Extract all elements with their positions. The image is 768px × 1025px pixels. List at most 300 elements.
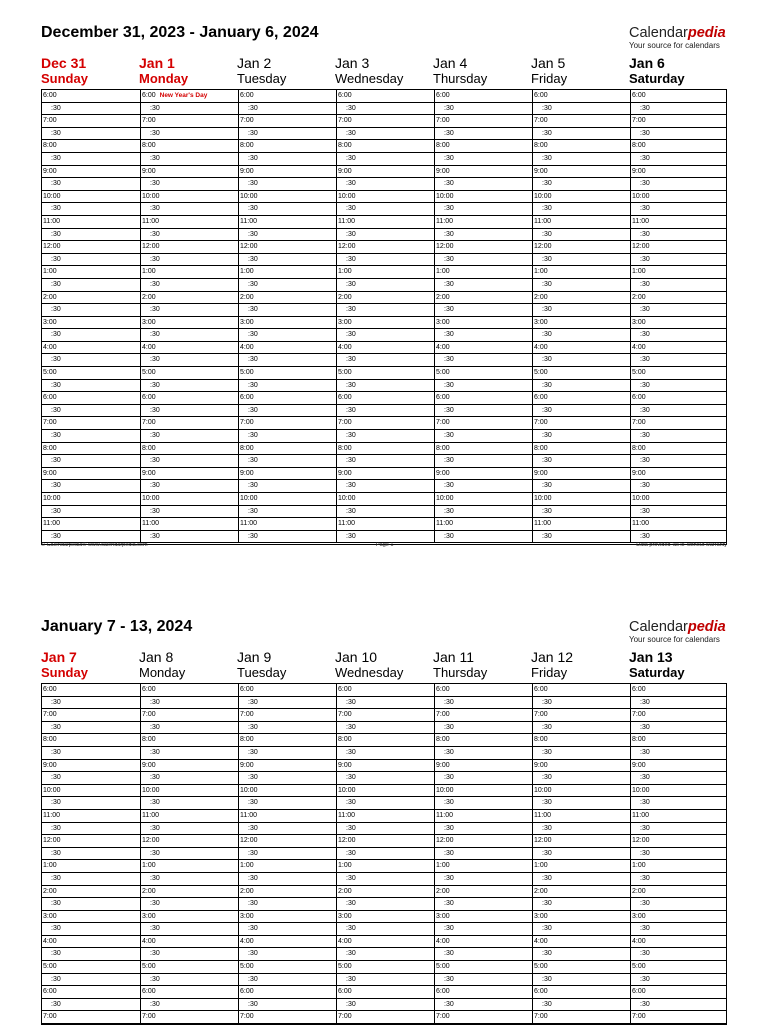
time-slot[interactable] — [631, 115, 727, 128]
time-slot[interactable] — [435, 823, 532, 836]
time-slot[interactable] — [631, 1011, 727, 1024]
time-slot[interactable] — [337, 367, 434, 380]
time-slot[interactable] — [631, 317, 727, 330]
time-slot[interactable] — [337, 835, 434, 848]
time-slot[interactable] — [141, 405, 238, 418]
time-slot[interactable] — [141, 722, 238, 735]
time-slot[interactable] — [631, 266, 727, 279]
time-slot[interactable] — [141, 936, 238, 949]
time-slot[interactable] — [631, 229, 727, 242]
time-slot[interactable] — [337, 266, 434, 279]
time-slot[interactable] — [533, 115, 630, 128]
time-slot[interactable] — [533, 380, 630, 393]
time-slot[interactable] — [42, 317, 140, 330]
time-slot[interactable] — [435, 747, 532, 760]
time-slot[interactable] — [533, 229, 630, 242]
time-slot[interactable] — [42, 90, 140, 103]
time-slot[interactable] — [239, 760, 336, 773]
time-slot[interactable] — [631, 279, 727, 292]
time-slot[interactable] — [42, 734, 140, 747]
time-slot[interactable] — [239, 241, 336, 254]
time-slot[interactable] — [435, 140, 532, 153]
time-slot[interactable] — [141, 506, 238, 519]
time-slot[interactable] — [533, 279, 630, 292]
time-slot[interactable] — [239, 405, 336, 418]
time-slot[interactable] — [141, 216, 238, 229]
time-slot[interactable] — [533, 455, 630, 468]
time-slot[interactable] — [631, 140, 727, 153]
time-slot[interactable] — [239, 873, 336, 886]
time-slot[interactable] — [435, 279, 532, 292]
time-slot[interactable] — [631, 974, 727, 987]
time-slot[interactable] — [42, 329, 140, 342]
time-slot[interactable] — [337, 506, 434, 519]
time-slot[interactable] — [42, 115, 140, 128]
time-slot[interactable] — [42, 923, 140, 936]
time-slot[interactable] — [141, 785, 238, 798]
time-slot[interactable] — [42, 443, 140, 456]
time-slot[interactable] — [337, 191, 434, 204]
time-slot[interactable] — [141, 797, 238, 810]
time-slot[interactable] — [435, 455, 532, 468]
time-slot[interactable] — [435, 886, 532, 899]
time-slot[interactable] — [435, 103, 532, 116]
time-slot[interactable] — [239, 153, 336, 166]
time-slot[interactable] — [141, 140, 238, 153]
time-slot[interactable] — [42, 191, 140, 204]
time-slot[interactable] — [42, 999, 140, 1012]
time-slot[interactable] — [435, 229, 532, 242]
time-slot[interactable] — [533, 747, 630, 760]
time-slot[interactable] — [42, 342, 140, 355]
time-slot[interactable] — [533, 898, 630, 911]
time-slot[interactable] — [631, 480, 727, 493]
time-slot[interactable] — [239, 518, 336, 531]
time-slot[interactable] — [141, 1011, 238, 1024]
time-slot[interactable] — [239, 417, 336, 430]
time-slot[interactable] — [337, 684, 434, 697]
time-slot[interactable] — [42, 417, 140, 430]
time-slot[interactable] — [631, 797, 727, 810]
time-slot[interactable] — [337, 709, 434, 722]
time-slot[interactable] — [631, 860, 727, 873]
time-slot[interactable] — [141, 292, 238, 305]
time-slot[interactable] — [631, 254, 727, 267]
time-slot[interactable] — [141, 392, 238, 405]
time-slot[interactable] — [337, 241, 434, 254]
time-slot[interactable] — [337, 936, 434, 949]
time-slot[interactable] — [42, 911, 140, 924]
time-slot[interactable] — [435, 873, 532, 886]
time-slot[interactable] — [42, 405, 140, 418]
time-slot[interactable] — [631, 886, 727, 899]
time-slot[interactable] — [631, 405, 727, 418]
time-slot[interactable] — [239, 709, 336, 722]
time-slot[interactable] — [631, 443, 727, 456]
time-slot[interactable] — [42, 886, 140, 899]
time-slot[interactable] — [631, 810, 727, 823]
time-slot[interactable] — [337, 480, 434, 493]
time-slot[interactable] — [337, 734, 434, 747]
time-slot[interactable] — [533, 329, 630, 342]
time-slot[interactable] — [533, 430, 630, 443]
time-slot[interactable] — [239, 342, 336, 355]
time-slot[interactable] — [631, 380, 727, 393]
time-slot[interactable] — [435, 342, 532, 355]
time-slot[interactable] — [239, 203, 336, 216]
time-slot[interactable] — [141, 974, 238, 987]
time-slot[interactable] — [337, 380, 434, 393]
time-slot[interactable] — [239, 835, 336, 848]
time-slot[interactable] — [435, 785, 532, 798]
time-slot[interactable] — [239, 684, 336, 697]
time-slot[interactable] — [533, 974, 630, 987]
time-slot[interactable] — [435, 697, 532, 710]
time-slot[interactable] — [141, 835, 238, 848]
time-slot[interactable] — [631, 455, 727, 468]
time-slot[interactable] — [42, 430, 140, 443]
time-slot[interactable] — [42, 823, 140, 836]
time-slot[interactable] — [631, 468, 727, 481]
time-slot[interactable] — [631, 734, 727, 747]
time-slot[interactable] — [42, 455, 140, 468]
time-slot[interactable] — [337, 279, 434, 292]
time-slot[interactable] — [141, 128, 238, 141]
time-slot[interactable] — [337, 974, 434, 987]
time-slot[interactable] — [533, 1011, 630, 1024]
time-slot[interactable] — [435, 999, 532, 1012]
time-slot[interactable] — [141, 697, 238, 710]
time-slot[interactable] — [141, 266, 238, 279]
time-slot[interactable] — [42, 367, 140, 380]
time-slot[interactable] — [631, 216, 727, 229]
time-slot[interactable] — [435, 911, 532, 924]
time-slot[interactable] — [533, 911, 630, 924]
time-slot[interactable] — [631, 785, 727, 798]
time-slot[interactable] — [141, 430, 238, 443]
time-slot[interactable] — [631, 354, 727, 367]
time-slot[interactable] — [435, 317, 532, 330]
time-slot[interactable] — [141, 455, 238, 468]
time-slot[interactable] — [435, 254, 532, 267]
time-slot[interactable] — [141, 203, 238, 216]
time-slot[interactable] — [337, 468, 434, 481]
time-slot[interactable] — [141, 153, 238, 166]
time-slot[interactable] — [533, 734, 630, 747]
time-slot[interactable] — [337, 229, 434, 242]
time-slot[interactable] — [337, 115, 434, 128]
time-slot[interactable] — [239, 810, 336, 823]
time-slot[interactable] — [533, 785, 630, 798]
time-slot[interactable] — [239, 948, 336, 961]
time-slot[interactable] — [631, 772, 727, 785]
time-slot[interactable] — [141, 860, 238, 873]
time-slot[interactable] — [141, 518, 238, 531]
time-slot[interactable] — [337, 455, 434, 468]
time-slot[interactable] — [42, 986, 140, 999]
time-slot[interactable] — [337, 873, 434, 886]
time-slot[interactable] — [533, 848, 630, 861]
time-slot[interactable] — [435, 367, 532, 380]
time-slot[interactable] — [435, 90, 532, 103]
time-slot[interactable] — [337, 443, 434, 456]
time-slot[interactable] — [42, 292, 140, 305]
time-slot[interactable] — [631, 342, 727, 355]
time-slot[interactable] — [42, 936, 140, 949]
time-slot[interactable] — [42, 241, 140, 254]
time-slot[interactable] — [239, 999, 336, 1012]
time-slot[interactable] — [435, 734, 532, 747]
time-slot[interactable] — [42, 961, 140, 974]
time-slot[interactable] — [42, 898, 140, 911]
time-slot[interactable] — [239, 468, 336, 481]
time-slot[interactable] — [337, 203, 434, 216]
time-slot[interactable] — [435, 304, 532, 317]
time-slot[interactable] — [337, 405, 434, 418]
time-slot[interactable] — [239, 140, 336, 153]
time-slot[interactable] — [337, 697, 434, 710]
time-slot[interactable] — [337, 304, 434, 317]
time-slot[interactable] — [141, 229, 238, 242]
time-slot[interactable] — [239, 848, 336, 861]
time-slot[interactable] — [435, 835, 532, 848]
time-slot[interactable] — [435, 974, 532, 987]
time-slot[interactable] — [435, 480, 532, 493]
time-slot[interactable] — [631, 848, 727, 861]
time-slot[interactable] — [239, 886, 336, 899]
time-slot[interactable] — [435, 191, 532, 204]
time-slot[interactable] — [533, 518, 630, 531]
time-slot[interactable] — [337, 90, 434, 103]
time-slot[interactable] — [631, 392, 727, 405]
time-slot[interactable] — [533, 367, 630, 380]
time-slot[interactable] — [435, 266, 532, 279]
time-slot[interactable] — [239, 367, 336, 380]
time-slot[interactable] — [239, 480, 336, 493]
time-slot[interactable] — [435, 405, 532, 418]
time-slot[interactable] — [141, 684, 238, 697]
time-slot[interactable] — [533, 241, 630, 254]
time-slot[interactable] — [533, 317, 630, 330]
time-slot[interactable] — [435, 722, 532, 735]
time-slot[interactable] — [435, 203, 532, 216]
time-slot[interactable] — [337, 317, 434, 330]
time-slot[interactable] — [42, 760, 140, 773]
time-slot[interactable] — [141, 115, 238, 128]
time-slot[interactable] — [141, 823, 238, 836]
time-slot[interactable] — [631, 709, 727, 722]
time-slot[interactable] — [42, 380, 140, 393]
time-slot[interactable] — [337, 747, 434, 760]
time-slot[interactable] — [435, 709, 532, 722]
time-slot[interactable] — [435, 760, 532, 773]
time-slot[interactable] — [239, 493, 336, 506]
time-slot[interactable] — [533, 90, 630, 103]
time-slot[interactable] — [141, 999, 238, 1012]
time-slot[interactable] — [435, 115, 532, 128]
time-slot[interactable] — [533, 140, 630, 153]
time-slot[interactable] — [42, 128, 140, 141]
time-slot[interactable] — [239, 936, 336, 949]
time-slot[interactable] — [141, 329, 238, 342]
time-slot[interactable] — [631, 911, 727, 924]
time-slot[interactable] — [42, 153, 140, 166]
time-slot[interactable] — [42, 216, 140, 229]
time-slot[interactable] — [631, 898, 727, 911]
time-slot[interactable] — [337, 923, 434, 936]
time-slot[interactable] — [337, 999, 434, 1012]
time-slot[interactable] — [533, 266, 630, 279]
time-slot[interactable] — [337, 342, 434, 355]
time-slot[interactable] — [42, 835, 140, 848]
time-slot[interactable] — [533, 103, 630, 116]
time-slot[interactable] — [631, 835, 727, 848]
time-slot[interactable] — [337, 292, 434, 305]
time-slot[interactable] — [631, 417, 727, 430]
time-slot[interactable] — [631, 923, 727, 936]
time-slot[interactable] — [337, 178, 434, 191]
time-slot[interactable] — [631, 128, 727, 141]
time-slot[interactable] — [631, 999, 727, 1012]
time-slot[interactable] — [533, 835, 630, 848]
time-slot[interactable] — [141, 898, 238, 911]
time-slot[interactable] — [435, 468, 532, 481]
time-slot[interactable] — [42, 1011, 140, 1024]
time-slot[interactable] — [533, 684, 630, 697]
time-slot[interactable] — [337, 392, 434, 405]
time-slot[interactable] — [141, 241, 238, 254]
time-slot[interactable] — [42, 974, 140, 987]
time-slot[interactable] — [337, 823, 434, 836]
time-slot[interactable] — [141, 90, 238, 103]
time-slot[interactable] — [42, 506, 140, 519]
time-slot[interactable] — [42, 722, 140, 735]
time-slot[interactable] — [533, 254, 630, 267]
time-slot[interactable] — [42, 203, 140, 216]
time-slot[interactable] — [42, 697, 140, 710]
time-slot[interactable] — [239, 734, 336, 747]
time-slot[interactable] — [631, 936, 727, 949]
time-slot[interactable] — [239, 747, 336, 760]
time-slot[interactable] — [239, 216, 336, 229]
time-slot[interactable] — [533, 948, 630, 961]
time-slot[interactable] — [141, 178, 238, 191]
time-slot[interactable] — [42, 140, 140, 153]
time-slot[interactable] — [337, 886, 434, 899]
time-slot[interactable] — [631, 430, 727, 443]
time-slot[interactable] — [239, 166, 336, 179]
time-slot[interactable] — [141, 911, 238, 924]
time-slot[interactable] — [337, 153, 434, 166]
time-slot[interactable] — [533, 810, 630, 823]
time-slot[interactable] — [42, 493, 140, 506]
time-slot[interactable] — [239, 785, 336, 798]
time-slot[interactable] — [435, 936, 532, 949]
time-slot[interactable] — [631, 722, 727, 735]
time-slot[interactable] — [533, 191, 630, 204]
time-slot[interactable] — [533, 506, 630, 519]
time-slot[interactable] — [435, 443, 532, 456]
time-slot[interactable] — [239, 961, 336, 974]
time-slot[interactable] — [337, 898, 434, 911]
time-slot[interactable] — [435, 417, 532, 430]
time-slot[interactable] — [435, 241, 532, 254]
time-slot[interactable] — [42, 684, 140, 697]
time-slot[interactable] — [631, 747, 727, 760]
time-slot[interactable] — [141, 709, 238, 722]
time-slot[interactable] — [141, 948, 238, 961]
time-slot[interactable] — [239, 266, 336, 279]
time-slot[interactable] — [533, 304, 630, 317]
time-slot[interactable] — [435, 166, 532, 179]
time-slot[interactable] — [337, 986, 434, 999]
time-slot[interactable] — [435, 216, 532, 229]
time-slot[interactable] — [533, 354, 630, 367]
time-slot[interactable] — [337, 430, 434, 443]
time-slot[interactable] — [42, 480, 140, 493]
time-slot[interactable] — [141, 923, 238, 936]
time-slot[interactable] — [239, 772, 336, 785]
time-slot[interactable] — [141, 986, 238, 999]
time-slot[interactable] — [533, 923, 630, 936]
time-slot[interactable] — [533, 153, 630, 166]
time-slot[interactable] — [533, 886, 630, 899]
time-slot[interactable] — [533, 823, 630, 836]
time-slot[interactable] — [435, 848, 532, 861]
time-slot[interactable] — [141, 961, 238, 974]
time-slot[interactable] — [631, 329, 727, 342]
time-slot[interactable] — [239, 923, 336, 936]
time-slot[interactable] — [435, 153, 532, 166]
time-slot[interactable] — [435, 860, 532, 873]
time-slot[interactable] — [42, 860, 140, 873]
time-slot[interactable] — [533, 986, 630, 999]
time-slot[interactable] — [337, 140, 434, 153]
time-slot[interactable] — [141, 886, 238, 899]
time-slot[interactable] — [239, 697, 336, 710]
time-slot[interactable] — [435, 430, 532, 443]
time-slot[interactable] — [533, 342, 630, 355]
time-slot[interactable] — [239, 1011, 336, 1024]
time-slot[interactable] — [435, 493, 532, 506]
time-slot[interactable] — [533, 468, 630, 481]
time-slot[interactable] — [337, 772, 434, 785]
time-slot[interactable] — [239, 722, 336, 735]
time-slot[interactable] — [141, 254, 238, 267]
time-slot[interactable] — [533, 292, 630, 305]
time-slot[interactable] — [631, 493, 727, 506]
time-slot[interactable] — [239, 443, 336, 456]
time-slot[interactable] — [141, 772, 238, 785]
time-slot[interactable] — [435, 329, 532, 342]
time-slot[interactable] — [141, 493, 238, 506]
time-slot[interactable] — [42, 810, 140, 823]
time-slot[interactable] — [337, 493, 434, 506]
time-slot[interactable] — [239, 103, 336, 116]
time-slot[interactable] — [631, 986, 727, 999]
time-slot[interactable] — [631, 103, 727, 116]
time-slot[interactable] — [337, 760, 434, 773]
time-slot[interactable] — [141, 317, 238, 330]
time-slot[interactable] — [239, 392, 336, 405]
time-slot[interactable] — [533, 166, 630, 179]
time-slot[interactable] — [435, 178, 532, 191]
time-slot[interactable] — [533, 760, 630, 773]
time-slot[interactable] — [239, 506, 336, 519]
time-slot[interactable] — [42, 747, 140, 760]
time-slot[interactable] — [42, 873, 140, 886]
time-slot[interactable] — [337, 103, 434, 116]
